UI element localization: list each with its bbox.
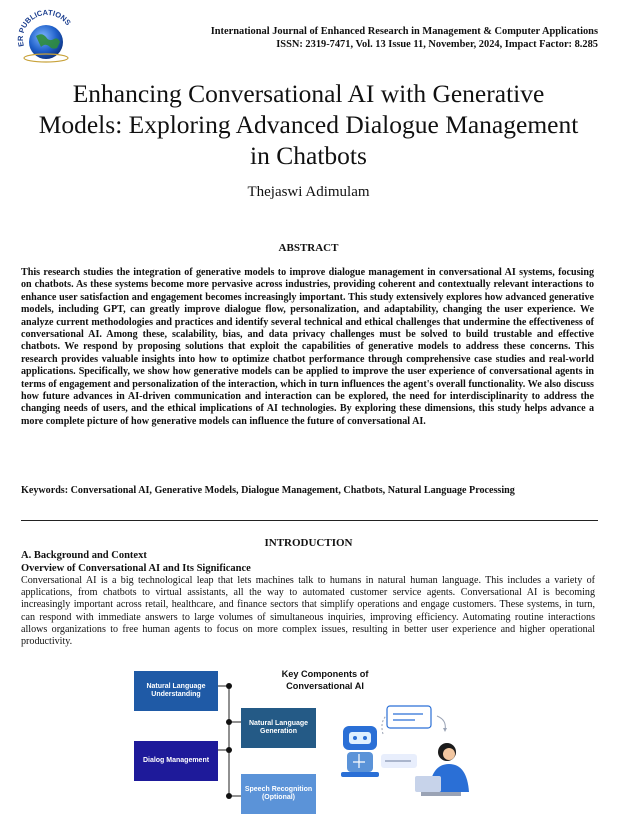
- chatbot-illustration: [341, 706, 469, 796]
- author-name: Thejaswi Adimulam: [247, 184, 370, 200]
- abstract-heading: ABSTRACT: [278, 242, 339, 254]
- section-divider: [21, 520, 598, 521]
- subsubsection-heading: Overview of Conversational AI and Its Significance: [21, 563, 251, 574]
- journal-name: International Journal of Enhanced Research in Management & Computer Applications: [210, 26, 598, 37]
- key-components-figure: [125, 664, 525, 814]
- component-dialog-management: Dialog Management: [134, 741, 218, 781]
- component-nlg: Natural Language Generation: [241, 708, 316, 748]
- introduction-text: Conversational AI is a big technological leap that lets machines talk to humans in natural human language. This includes a variety of applications, from chatbots to virtual assistants, all the way to automated customer service agents. Conversational AI is becoming increasingly important across retail, healthcare, and finance sectors that simplify operations and engage customers. These systems, in turn, can respond with immediate answers to large volumes of simultaneous inquiries, improving efficiency. Automating routine interactions allows organizations to free human agents to focus on more complex issues, resulting in better user experience and higher operational productivity.: [21, 575, 595, 648]
- component-speech-recognition: Speech Recognition (Optional): [241, 774, 316, 814]
- introduction-heading: INTRODUCTION: [264, 537, 353, 549]
- publisher-logo: [14, 6, 78, 66]
- keywords: Keywords: Conversational AI, Generative Models, Dialogue Management, Chatbots, Natural Language Processing: [21, 485, 515, 496]
- figure-title: Key Components of Conversational AI: [281, 669, 369, 691]
- component-nlu: Natural Language Understanding: [134, 671, 218, 711]
- issn-line: ISSN: 2319-7471, Vol. 13 Issue 11, November, 2024, Impact Factor: 8.285: [276, 38, 598, 50]
- journal-header: [150, 26, 598, 51]
- logo-text: ER PUBLICATIONS: [15, 7, 73, 48]
- abstract-text: This research studies the integration of generative models to improve dialogue management in conversational AI systems, focusing on chatbots. As these systems become more pervasive across industries, providing coherent and contextually relevant interactions to enhance user satisfaction and engagement becomes increasingly important. This study extensively explores how advanced generative models, including GPT, can greatly improve dialogue flow, personalization, and adaptability, changing the user experience. We analyze current methodologies and practices and identify several technical and ethical challenges that undermine the effectiveness of conversational AI. Among these, scalability, bias, and data privacy challenges must be solved to build trustable and effective chatbots. We respond by proposing solutions that exploit the capabilities of generative models to address these concerns. This research provides valuable insights into how to optimize chatbot performance through comprehensive case studies and real-world applications. Specifically, we show how generative models can be applied to improve the user experience of conversational agents in terms of engagement and personalization of the interaction, which in turn influences the agent's overall functionality. We also discuss how future advances in AI-driven communication and interaction can be explored, the need for interdisciplinarity to address the changing needs of users, and the ethical implications of AI technologies. By exploring these dimensions, this study helps advance a more complete picture of how generative models can influence the future of conversational AI.: [21, 267, 594, 427]
- subsection-heading: A. Background and Context: [21, 550, 147, 561]
- paper-title: Enhancing Conversational AI with Generative Models: Exploring Advanced Dialogue Management in Chatbots: [38, 79, 579, 170]
